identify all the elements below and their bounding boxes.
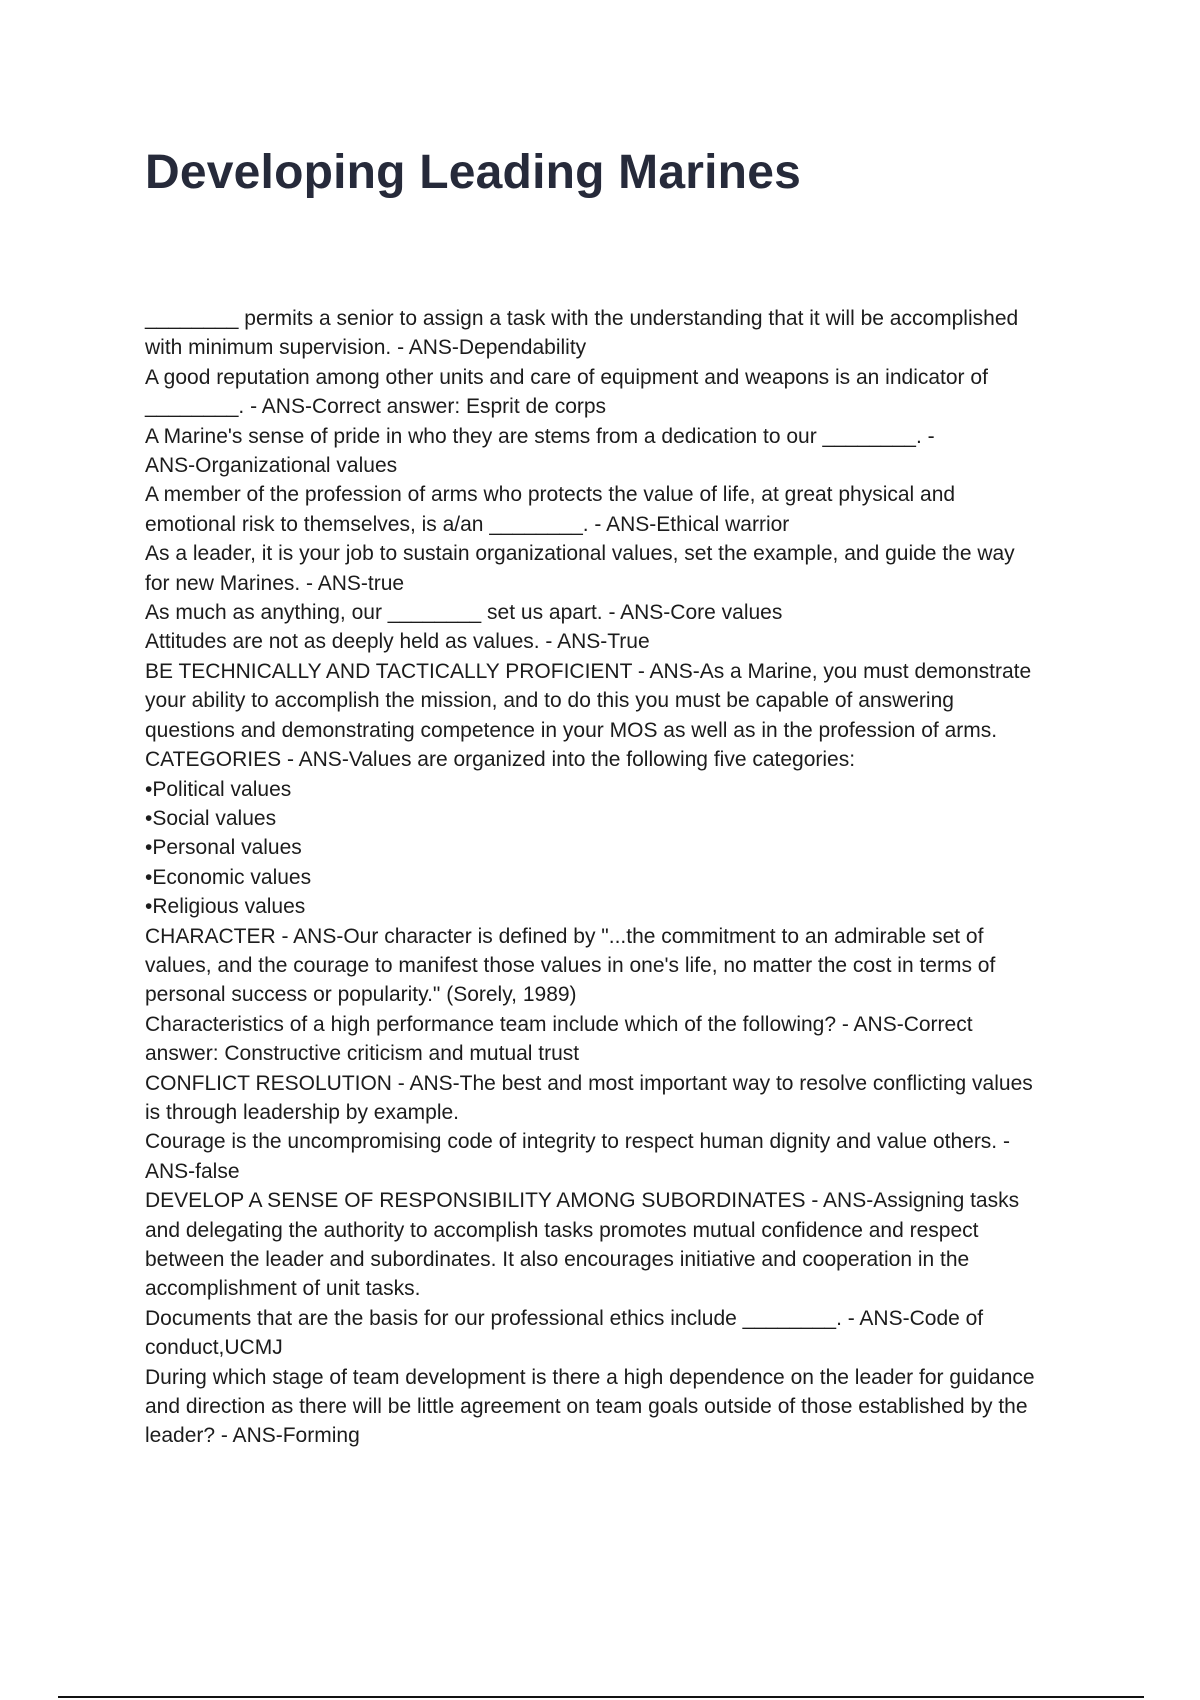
text-line: emotional risk to themselves, is a/an ________. - ANS-Ethical warrior bbox=[145, 512, 790, 536]
text-line: conduct,UCMJ bbox=[145, 1336, 283, 1360]
text-line: with minimum supervision. - ANS-Dependability bbox=[145, 336, 587, 360]
text-line: A Marine's sense of pride in who they are stems from a dedication to our ________. - bbox=[145, 424, 935, 448]
text-line: leader? - ANS-Forming bbox=[145, 1424, 360, 1448]
text-line: between the leader and subordinates. It also encourages initiative and cooperation in the bbox=[145, 1248, 970, 1271]
bullet-item: •Personal values bbox=[145, 836, 302, 860]
text-line: Documents that are the basis for our professional ethics include ________. - ANS-Code of bbox=[145, 1306, 984, 1330]
text-line: Characteristics of a high performance team include which of the following? - ANS-Correct bbox=[145, 1012, 973, 1036]
text-line: CHARACTER - ANS-Our character is defined by "...the commitment to an admirable set of bbox=[145, 924, 984, 948]
text-line: answer: Constructive criticism and mutual trust bbox=[145, 1042, 580, 1066]
page-title: Developing Leading Marines bbox=[145, 146, 801, 199]
text-line: and direction as there will be little agreement on team goals outside of those established by the bbox=[145, 1395, 1028, 1419]
text-line: for new Marines. - ANS-true bbox=[145, 571, 405, 595]
text-line: your ability to accomplish the mission, and to do this you must be capable of answering bbox=[145, 689, 954, 713]
text-line: accomplishment of unit tasks. bbox=[145, 1277, 421, 1301]
text-line: ________. - ANS-Correct answer: Esprit de corps bbox=[145, 395, 607, 419]
text-line: personal success or popularity." (Sorely, 1989) bbox=[145, 983, 577, 1007]
text-line: CONFLICT RESOLUTION - ANS-The best and most important way to resolve conflicting values bbox=[145, 1071, 1033, 1095]
text-line: Courage is the uncompromising code of integrity to respect human dignity and value others. - bbox=[145, 1130, 1010, 1154]
text-line: questions and demonstrating competence in your MOS as well as in the profession of arms. bbox=[145, 718, 998, 742]
text-line: A member of the profession of arms who protects the value of life, at great physical and bbox=[145, 483, 956, 507]
text-line: As much as anything, our ________ set us apart. - ANS-Core values bbox=[145, 601, 783, 625]
bullet-item: •Political values bbox=[145, 777, 292, 801]
text-line: is through leadership by example. bbox=[145, 1100, 460, 1124]
text-line: ANS-false bbox=[145, 1159, 240, 1183]
text-line: values, and the courage to manifest those values in one's life, no matter the cost in terms of bbox=[145, 953, 996, 977]
text-line: During which stage of team development is there a high dependence on the leader for guidance bbox=[145, 1365, 1035, 1389]
text-line: and delegating the authority to accomplish tasks promotes mutual confidence and respect bbox=[145, 1218, 979, 1242]
bullet-item: •Religious values bbox=[145, 895, 306, 919]
text-line: ________ permits a senior to assign a task with the understanding that it will be accomplished bbox=[145, 307, 1019, 330]
bullet-item: •Social values bbox=[145, 806, 277, 830]
text-line: Attitudes are not as deeply held as values. - ANS-True bbox=[145, 630, 650, 654]
text-line: ANS-Organizational values bbox=[145, 454, 398, 478]
text-line: As a leader, it is your job to sustain organizational values, set the example, and guide the way bbox=[145, 542, 1015, 566]
footer-divider bbox=[58, 1696, 1144, 1698]
text-line: DEVELOP A SENSE OF RESPONSIBILITY AMONG SUBORDINATES - ANS-Assigning tasks bbox=[145, 1189, 1020, 1213]
bullet-item: •Economic values bbox=[145, 865, 312, 889]
document-body bbox=[145, 304, 1085, 1451]
text-line: BE TECHNICALLY AND TACTICALLY PROFICIENT - ANS-As a Marine, you must demonstrate bbox=[145, 659, 1032, 683]
text-line: CATEGORIES - ANS-Values are organized into the following five categories: bbox=[145, 748, 856, 772]
text-line: A good reputation among other units and care of equipment and weapons is an indicator of bbox=[145, 365, 988, 389]
